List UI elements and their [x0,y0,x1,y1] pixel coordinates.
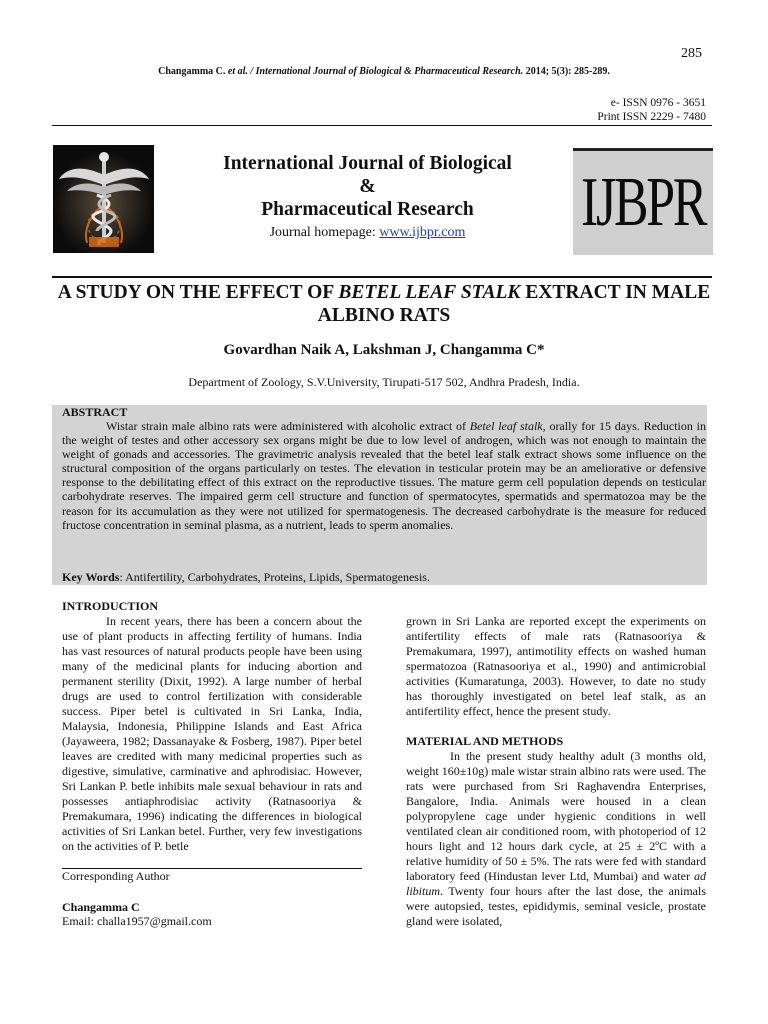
journal-homepage [200,225,535,241]
homepage-label: Journal homepage: [269,225,376,240]
introduction-continuation: grown in Sri Lanka are reported except the experiments on antifertility effects of male rats (Ratnasooriya & Premakumara, 1997), antimotility effects on washed human spermatozoa (Ratnasooriya et al., 1990) and antimicrobial activities (Kumaratunga, 2003). However, to date no study has thoroughly investigated on betel leaf stalk, as an antifertility effect, hence the present study. [406,614,706,718]
keywords-list: : Antifertility, Carbohydrates, Proteins, Lipids, Spermatogenesis. [119,570,430,584]
caduceus-logo-icon [53,145,154,253]
article-title [40,281,728,327]
author-list: Govardhan Naik A, Lakshman J, Changamma C* [223,342,545,358]
abstract-heading: ABSTRACT [62,405,128,419]
corresponding-author-label: Corresponding Author [62,869,170,883]
citation-journal: / International Journal of Biological & Pharmaceutical Research. [250,66,524,77]
keywords [62,570,430,585]
title-italic: BETEL LEAF STALK [338,282,521,303]
abstract-text [62,419,706,532]
abstract-text-italic: Betel leaf stalk, [469,419,546,433]
citation-etal: et al. [227,66,248,77]
citation-authors: Changamma C. [158,66,226,77]
corresponding-author-name: Changamma C [62,900,140,914]
title-part2: EXTRACT IN MALE ALBINO RATS [317,282,711,326]
methods-text-pre: In the present study healthy adult (3 months old, weight 160±10g) male wistar strain albino rats were used. The rats were purchased from Sri Raghavendra Enterprises, Bangalore, India. Animals were housed in a clean polypropylene cage under hygienic conditions in well ventilated clean air conditioned room, with photoperiod of 12 hours light and 12 hours dark cycle, at 25 ± 2ºC with a relative humidity of 50 ± 5%. The rats were fed with standard laboratory feed (Hindustan lever Ltd, Mumbai) and water [406,749,706,883]
corresponding-author-email: Email: challa1957@gmail.com [62,914,212,928]
header-rule [52,125,712,126]
introduction-paragraph: In recent years, there has been a concern about the use of plant products in affecting fertility of humans. India has vast resources of natural products people have been using many of the medicinal plants for inducing abortion and permanent sterility (Dixit, 1992). A large number of herbal drugs are used to control fertilization with considerable success. Piper betel is cultivated in Sri Lanka, India, Malaysia, Indonesia, Philippine Islands and East Africa (Jayaweera, 1982; Dassanayake & Fosberg, 1987). Piper betel leaves are credited with many medicinal properties such as digestive, simulative, carminative and aphrodisiac. However, Sri Lankan P. betle inhibits male sexual behaviour in rats and possesses antiaphrodisiac activity (Ratnasooriya & Premakumara, 1996) indicating the differences in biological activities of Sri Lankan betel. Further, very few investigations on the activities of P. betle [62,614,362,853]
methods-italic: ad libitum [406,869,706,898]
abstract-text-post: orally for 15 days. Reduction in the weight of testes and other accessory sex organs might be due to low level of androgen, which was not enough to maintain the weight of gonads and accessories. The gravimetric analysis revealed that the betel leaf stalk extract shows some influence on the structural composition of the organs particularly on testes. The elevation in testicular protein may be an ameliorative or defensive response to the debilitating effect of this extract on the reproductive tissues. The mature germ cell population depends on testicular carbohydrate reserves. The impaired germ cell structure and function of spermatocytes, spermatids and spermatozoa may be the reason for its accumulation as they were not utilized for spermatogenesis. The decreased carbohydrate is the measure for reduced fructose concentration in seminal plasma, as a nutrient, leads to sperm anomalies. [62,419,707,532]
running-citation [0,66,768,77]
title-part1: A STUDY ON THE EFFECT OF [57,282,334,303]
affiliation: Department of Zoology, S.V.University, Tirupati-517 502, Andhra Pradesh, India. [188,375,580,389]
abstract-text-pre: Wistar strain male albino rats were administered with alcoholic extract of [106,419,466,433]
masthead-rule [52,276,712,278]
methods-text-post: . Twenty four hours after the last dose, the animals were autopsied, testes, epididymis, seminal vesicle, prostate gland were isolated, [406,884,706,928]
issn-block [597,96,706,124]
journal-title-line2: & [359,176,376,197]
eissn: e- ISSN 0976 - 3651 [610,97,706,109]
ijbpr-logo-text: IJBPR [581,164,706,241]
introduction-heading: INTRODUCTION [62,599,159,613]
left-column [62,599,362,854]
journal-title-line1: International Journal of Biological [223,153,512,174]
right-column [406,614,706,929]
homepage-link[interactable]: www.ijbpr.com [379,225,466,240]
print-issn: Print ISSN 2229 - 7480 [597,111,706,123]
keywords-label: Key Words [62,570,120,584]
page-number: 285 [681,46,702,61]
journal-title-line3: Pharmaceutical Research [261,199,474,220]
journal-masthead [200,152,535,241]
ijbpr-logo [573,148,713,255]
methods-paragraph [406,749,706,929]
methods-heading: MATERIAL AND METHODS [406,734,564,748]
citation-volume: 2014; 5(3): 285-289. [525,66,610,77]
